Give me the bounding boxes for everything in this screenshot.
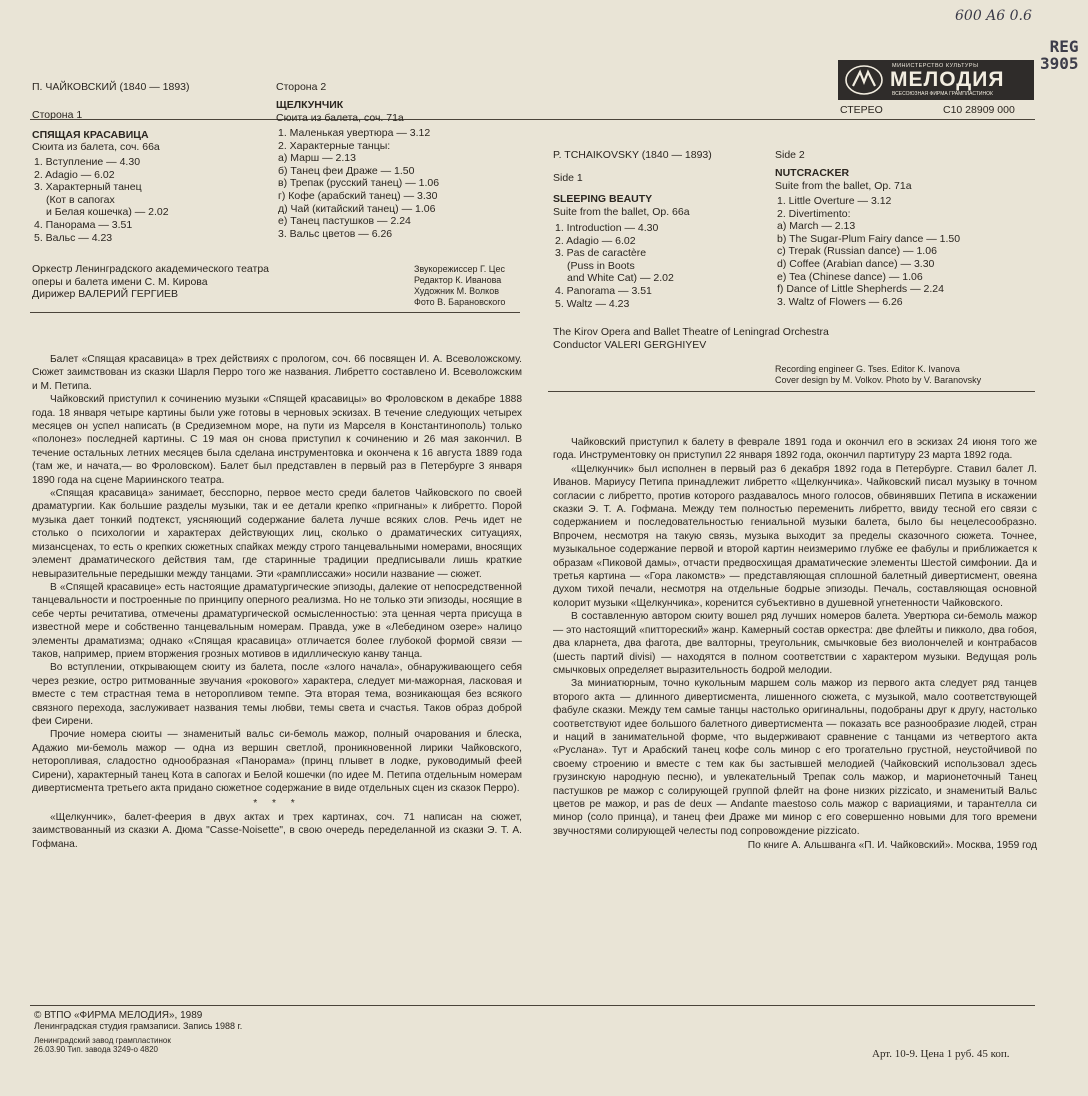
track: and White Cat) — 2.02 <box>567 272 674 285</box>
copyright: © ВТПО «ФИРМА МЕЛОДИЯ», 1989 <box>34 1010 203 1021</box>
logo-ministry: МИНИСТЕРСТВО КУЛЬТУРЫ <box>892 63 979 69</box>
reg-stamp-line2: 3905 <box>1040 54 1079 73</box>
ru-side1-tracks <box>34 156 169 244</box>
en-orchestra-line: The Kirov Opera and Ballet Theatre of Leningrad Orchestra <box>553 326 829 338</box>
credit-line: Фото В. Барановского <box>414 297 506 307</box>
paragraph: Прочие номера сюиты — знаменитый вальс си-бемоль мажор, полный очарования и блеска, Адажио ми-бемоль мажор — одна из вершин светлой, проникновенной лирики Чайковского, неторопливая, сладостно однообразная «Панорама» (принц плывет в лодке, руководимый феей Сирени), характерный танец Кота в сапогах и Белой кошечки (по идее М. Петипа отдельным номерам дивертисмента третьего акта придано сюжетное содержание в виде отдельных сцен из сказок Перро). <box>32 729 522 794</box>
track: (Puss in Boots <box>567 259 635 272</box>
melodiya-logo <box>838 60 1034 100</box>
paragraph: В «Спящей красавице» есть настоящие драматургические эпизоды, далекие от непосредственной танцевальности и построенные по принципу оперного реализма. Но не только эти эпизоды, носящие в себе черты речитатива, отмечены драматургической осмысленностью: эта ценная черта присуща в известной мере и собственно танцевальным номерам. Правда, уже в «Лебедином озере» налицо элементы драматизма; однако «Спящая красавица» отличается более глубокой формой связи — таков, например, прием вторжения грозных мотивов в идиллическую канву танца. <box>32 581 522 660</box>
ru-side1-title: СПЯЩАЯ КРАСАВИЦА <box>32 129 149 141</box>
paragraph: Во вступлении, открывающем сюиту из балета, после «злого начала», обнаруживающего себя через резкие, остро ритмованные звучания «рокового» характера, следует ми-мажорная, ласковая и вместе с тем страстная тема в неторопливом темпе. Эта вторая тема, возникающая без всякого связного перехода, заслуживает названия темы любви, темы света и счастья. Таков образ доброй феи Сирени. <box>32 662 522 727</box>
en-side1-tracks <box>555 222 674 310</box>
track: (Кот в сапогах <box>46 193 115 206</box>
paragraph: «Спящая красавица» занимает, бесспорно, первое место среди балетов Чайковского по своей драматургии. Как большие разделы музыки, так и ее детали крепко «пригнаны» к либретто. Порой музыка дает тонкий подтекст, уясняющий содержание балета лучше всяких слов. Речь идет не столько о психологии и характерах действующих лиц, сколько о драматических ситуациях, мизансценах, то есть о крепких сюжетных спайках между строго танцевальными номерами, вносящих элемент драматического действия там, где старинные традиции предписывали лишь краткие невыразительные передышки между танцами. Эти «рамплиссажи» носили название — сюжет. <box>32 488 522 580</box>
track: 1. Little Overture — 3.12 <box>777 195 892 207</box>
track: 1. Introduction — 4.30 <box>555 222 659 234</box>
track: 4. Панорама — 3.51 <box>34 218 133 231</box>
en-credits <box>775 364 981 386</box>
ru-orchestra-line: оперы и балета имени С. М. Кирова <box>32 275 208 288</box>
en-orchestra <box>553 326 829 351</box>
en-side2-tracks <box>777 195 960 308</box>
en-side1-subtitle: Suite from the ballet, Op. 66a <box>553 206 690 218</box>
source-citation: По книге А. Альшванга «П. И. Чайковский». Москва, 1959 год <box>747 840 1037 852</box>
track: 4. Panorama — 3.51 <box>555 284 652 297</box>
stereo-label: СТЕРЕО <box>840 104 883 116</box>
ru-orchestra <box>32 263 269 301</box>
ru-side2-title: ЩЕЛКУНЧИК <box>276 99 344 111</box>
logo-firm: ВСЕСОЮЗНАЯ ФИРМА ГРАМПЛАСТИНОК <box>892 91 993 97</box>
price-label: Арт. 10-9. Цена 1 руб. 45 коп. <box>872 1048 1010 1060</box>
en-side1-label: Side 1 <box>553 172 583 184</box>
track: 1. Вступление — 4.30 <box>34 156 141 168</box>
track: 2. Характерные танцы: <box>278 139 391 152</box>
plant-line: 26.03.90 Тип. завода 3249-о 4820 <box>34 1045 158 1054</box>
plant-line: Ленинградский завод грампластинок <box>34 1036 171 1045</box>
track: b) The Sugar-Plum Fairy dance — 1.50 <box>777 232 961 245</box>
track: f) Dance of Little Shepherds — 2.24 <box>777 283 944 296</box>
en-side1-title: SLEEPING BEAUTY <box>553 193 653 205</box>
track: б) Танец феи Драже — 1.50 <box>278 164 415 177</box>
reg-stamp-line1: REG <box>1049 37 1079 56</box>
track: 1. Маленькая увертюра — 3.12 <box>278 127 431 139</box>
handwritten-note: 600 A6 0.6 <box>955 8 1032 24</box>
track: a) March — 2.13 <box>777 220 856 233</box>
track: и Белая кошечка) — 2.02 <box>46 206 169 219</box>
credit-line: Звукорежиссер Г. Цес <box>414 264 505 274</box>
ru-side2-tracks <box>278 127 439 240</box>
paragraph: За миниатюрным, точно кукольным маршем соль мажор из первого акта следует ряд танцев второго акта — длинного дивертисмента, лишенного сюжета, с музыкой, мало соответствующей фабуле сказки. Между тем самые танцы настолько оригинальны, подобраны друг к другу, настолько соответствуют идее большого балетного дивертисмента — показать все разнообразие людей, стран и наций в занимательной форме, что выдерживают сравнение с танцами из четвертого акта «Руслана». Тут и Арабский танец кофе соль минор с его трогательно грустной, неустойчивой по своему строению и вместе с тем как бы застывшей мелодией (Чайковский использовал здесь грузинскую народную песню), и увлекательный Трепак соль мажор, и марионеточный Танец пастушков ре мажор с солирующей группой флейт на фоне низких pizzicato, и знаменитый Вальс цветов ре мажор, и pas de deux — Andante maestoso соль мажор с вариациями, и тарантелла си минор (соло принца), и танец феи Драже ми минор с его совершенно новыми для того времени звучностями солирующей челесты под сопровождение pizzicato. <box>553 678 1037 837</box>
paragraph: Чайковский приступил к балету в феврале 1891 года и окончил его в эскизах 24 июня того же года. Инструментовку он приступил 22 января 1892 года, окончил партитуру 23 марта 1892 года. <box>553 437 1037 462</box>
asterisks-divider: * * * <box>253 798 301 810</box>
track: c) Trepak (Russian dance) — 1.06 <box>777 245 937 258</box>
right-text-column <box>553 436 1037 853</box>
credit-line: Cover design by M. Volkov. Photo by V. Baranovsky <box>775 375 982 385</box>
track: д) Чай (китайский танец) — 1.06 <box>278 202 436 215</box>
ru-side2-label: Сторона 2 <box>276 81 327 93</box>
ru-side2-subtitle: Сюита из балета, соч. 71а <box>276 112 404 124</box>
en-header-rule <box>548 391 1035 392</box>
track: 5. Вальс — 4.23 <box>34 231 113 244</box>
paragraph: Балет «Спящая красавица» в трех действиях с прологом, соч. 66 посвящен И. А. Всеволожскому. Сюжет заимствован из сказки Шарля Перро того же названия. Либретто составлено И. Всеволожским и М. Петипа. <box>32 354 522 392</box>
paragraph: Чайковский приступил к сочинению музыки «Спящей красавицы» во Фроловском в декабре 1888 года. 18 января четыре картины были уже готовы в черновых эскизах. В течение следующих четырех месяцев он успел написать (в Средиземном море, на пути из Марселя в Константинополь) только «полонез» последней картины. С 19 мая он снова приступил к сочинению и 26 мая закончил. В течение остальных летних месяцев была сделана инструментовка и окончена к 16 августа 1889 года (там же, и начата,— во Фроловском). Балет был представлен в первый раз в Петербурге 3 января 1890 года на сцене Мариинского театра. <box>32 394 522 486</box>
ru-conductor: Дирижер ВАЛЕРИЙ ГЕРГИЕВ <box>32 288 179 301</box>
track: а) Марш — 2.13 <box>278 152 356 165</box>
paragraph: «Щелкунчик», балет-феерия в двух актах и трех картинах, соч. 71 написан на сюжет, заимствованный из сказки А. Дюма "Casse-Noisette", в свою очередь переделанной из сказки Э. Т. А. Гофмана. <box>32 811 522 850</box>
credit-line: Recording engineer G. Tses. Editor K. Ivanova <box>775 364 960 374</box>
paragraph: В составленную автором сюиту вошел ряд лучших номеров балета. Увертюра си-бемоль мажор — это настоящий «питтореский» жанр. Камерный состав оркестра: две флейты и пикколо, два гобоя, два кларнета, два фагота, две валторны, треугольник, смычковые без виолончелей и контрабасов (шесть партий divisi) — находятся в полном соответствии с характером музыки. Ведущая роль смычковых определяет выразительность бодрой мелодии. <box>553 611 1037 676</box>
ru-side1-subtitle: Сюита из балета, соч. 66а <box>32 141 160 153</box>
ru-header-rule <box>30 312 520 313</box>
credit-line: Художник М. Волков <box>414 286 500 296</box>
logo-name: МЕЛОДИЯ <box>890 68 1005 91</box>
ru-side1-label: Сторона 1 <box>32 109 83 121</box>
credit-line: Редактор К. Иванова <box>414 275 502 285</box>
header-rule <box>30 119 1035 120</box>
ru-composer: П. ЧАЙКОВСКИЙ (1840 — 1893) <box>32 81 190 93</box>
reg-stamp <box>1040 38 1079 72</box>
footer-left <box>34 1010 242 1054</box>
ru-orchestra-line: Оркестр Ленинградского академического театра <box>32 263 270 275</box>
track: е) Танец пастушков — 2.24 <box>278 215 411 228</box>
track: 3. Pas de caractère <box>555 247 647 260</box>
track: 2. Divertimento: <box>777 207 851 220</box>
track: d) Coffee (Arabian dance) — 3.30 <box>777 257 935 270</box>
track: 3. Характерный танец <box>34 181 142 194</box>
en-composer: P. TCHAIKOVSKY (1840 — 1893) <box>553 149 712 161</box>
ru-credits <box>414 264 505 308</box>
studio-line: Ленинградская студия грамзаписи. Запись 1988 г. <box>34 1021 243 1031</box>
en-side2-label: Side 2 <box>775 149 805 161</box>
catalog-number: С10 28909 000 <box>943 104 1015 116</box>
track: 3. Вальс цветов — 6.26 <box>278 227 393 240</box>
track: e) Tea (Chinese dance) — 1.06 <box>777 270 923 283</box>
en-side2-subtitle: Suite from the ballet, Op. 71a <box>775 180 912 192</box>
track: 3. Waltz of Flowers — 6.26 <box>777 295 903 308</box>
track: 2. Adagio — 6.02 <box>555 234 636 247</box>
track: 5. Waltz — 4.23 <box>555 297 630 310</box>
track: в) Трепак (русский танец) — 1.06 <box>278 177 440 190</box>
en-conductor: Conductor VALERI GERGHIYEV <box>553 338 707 351</box>
paragraph: «Щелкунчик» был исполнен в первый раз 6 декабря 1892 года в Петербурге. Ставил балет Л. Иванов. Мариусу Петипа принадлежит либретто «Щелкунчика». Чайковский писал музыку в точном согласии с либретто, против которого раздавалось много голосов, обвинявших Петипа в искажении сказки Э. Т. А. Гофмана. Между тем полностью переменить либретто, ввиду тесной его связи с содержанием и последовательностью гениальной музыки балета, было бы нецелесообразно. Впрочем, несмотря на такую связь, музыка выходит за пределы сказочного сюжета. Точнее, музыкальное содержание первой и второй картин неизмеримо глубже ее фабулы и приближается к образам «Пиковой дамы», отчасти предвосхищая драматические элементы Шестой симфонии. Да и третья картина — «Гора лакомств» — представляющая сплошной балетный дивертисмент, овеяна духом тихой печали, несмотря на отдельные бодрые эпизоды. Печаль, составляющая основной колорит музыки «Щелкунчика», коренится субъективно в душевной угнетенности Чайковского. <box>553 463 1037 609</box>
footer-rule <box>30 1005 1035 1006</box>
en-side2-title: NUTCRACKER <box>775 167 850 179</box>
track: 2. Adagio — 6.02 <box>34 168 115 181</box>
left-text-column <box>32 353 522 851</box>
logo-emblem-icon <box>844 64 884 96</box>
track: г) Кофе (арабский танец) — 3.30 <box>278 189 438 202</box>
